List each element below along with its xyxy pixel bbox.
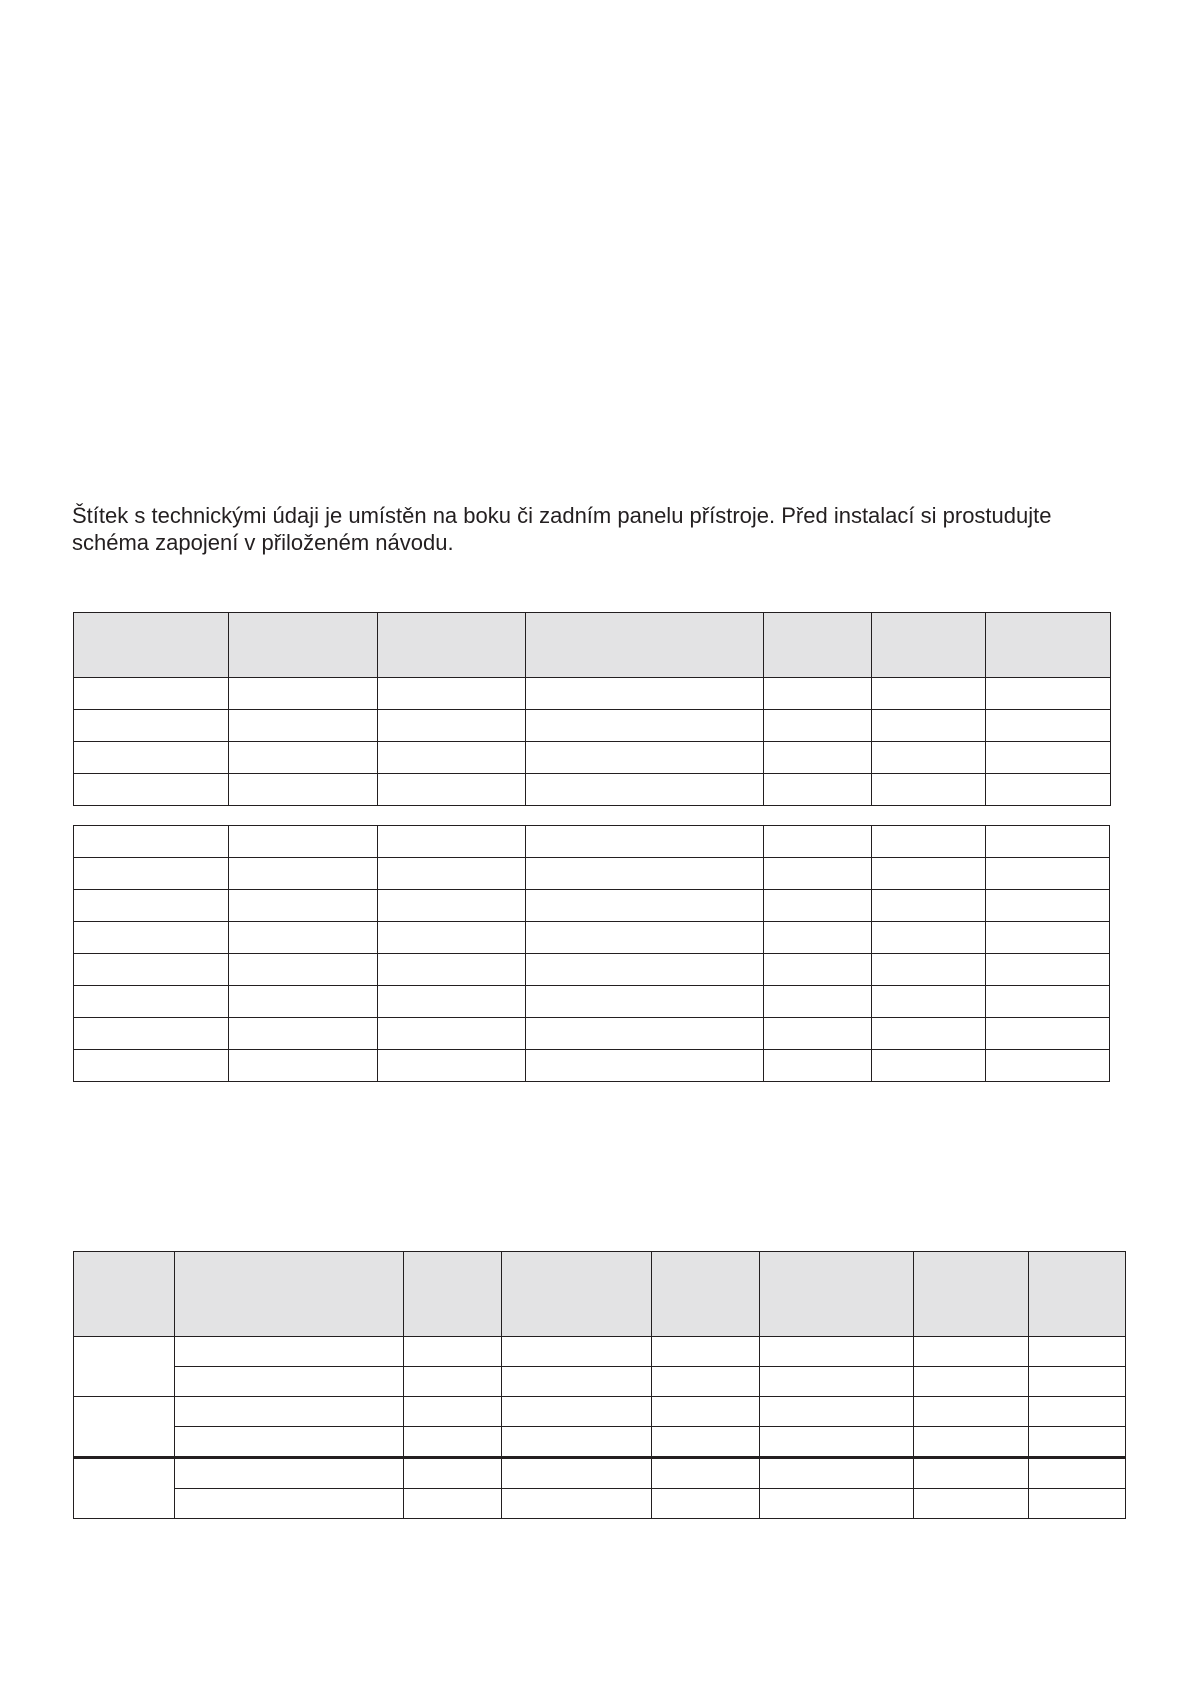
table-cell xyxy=(526,922,763,954)
table-cell xyxy=(526,1018,763,1050)
table-cell xyxy=(871,710,985,742)
table-cell xyxy=(378,922,526,954)
table-row xyxy=(74,954,1110,986)
table-cell xyxy=(404,1427,502,1458)
table-cell xyxy=(378,678,526,710)
table-cell xyxy=(526,826,763,858)
header-cell xyxy=(74,1252,175,1337)
table-cell xyxy=(404,1458,502,1489)
table-cell xyxy=(378,710,526,742)
table-cell xyxy=(229,986,378,1018)
table-header-row xyxy=(74,613,1111,678)
table-cell xyxy=(914,1489,1029,1519)
table-cell xyxy=(1029,1337,1126,1367)
table-cell xyxy=(763,986,871,1018)
table-cell xyxy=(175,1458,404,1489)
table-cell xyxy=(175,1427,404,1458)
table-row xyxy=(74,774,1111,806)
table-cell xyxy=(526,1050,763,1082)
table-row xyxy=(74,1050,1110,1082)
table-cell xyxy=(404,1337,502,1367)
table-cell xyxy=(1029,1458,1126,1489)
header-cell xyxy=(914,1252,1029,1337)
header-cell xyxy=(74,613,229,678)
table-cell xyxy=(404,1367,502,1397)
table-cell xyxy=(760,1489,914,1519)
table-row xyxy=(74,1458,1126,1489)
table-cell xyxy=(229,890,378,922)
table-row xyxy=(74,1397,1126,1427)
table-cell xyxy=(74,742,229,774)
table-cell xyxy=(378,954,526,986)
table-cell xyxy=(871,774,985,806)
table-row xyxy=(74,1018,1110,1050)
table-row xyxy=(74,890,1110,922)
header-cell xyxy=(502,1252,652,1337)
table-cell xyxy=(763,826,871,858)
table-cell xyxy=(526,858,763,890)
table-cell xyxy=(378,774,526,806)
table-cell xyxy=(985,1018,1109,1050)
table-cell xyxy=(229,826,378,858)
table-cell xyxy=(378,826,526,858)
table-cell xyxy=(871,742,985,774)
table-cell xyxy=(914,1397,1029,1427)
table-cell xyxy=(914,1337,1029,1367)
table-cell xyxy=(229,954,378,986)
table-cell xyxy=(871,826,985,858)
table-cell xyxy=(378,858,526,890)
table-cell xyxy=(526,986,763,1018)
table-cell xyxy=(871,890,985,922)
table-cell xyxy=(914,1367,1029,1397)
table-row xyxy=(74,710,1111,742)
table-cell xyxy=(378,1018,526,1050)
table-cell xyxy=(985,742,1110,774)
table-row xyxy=(74,1337,1126,1367)
table-cell xyxy=(760,1337,914,1367)
table-cell xyxy=(74,922,229,954)
table-cell xyxy=(74,858,229,890)
table-cell xyxy=(871,1018,985,1050)
table-cell xyxy=(760,1458,914,1489)
table-cell xyxy=(1029,1367,1126,1397)
table-cell xyxy=(763,710,871,742)
table-cell xyxy=(760,1427,914,1458)
header-cell xyxy=(763,613,871,678)
table-cell xyxy=(652,1367,760,1397)
header-cell xyxy=(378,613,526,678)
group-cell xyxy=(74,1397,175,1458)
table-cell xyxy=(1029,1427,1126,1458)
header-cell xyxy=(404,1252,502,1337)
table-cell xyxy=(526,742,763,774)
table-row xyxy=(74,858,1110,890)
table-row xyxy=(74,826,1110,858)
table-cell xyxy=(378,1050,526,1082)
table-row xyxy=(74,986,1110,1018)
table-cell xyxy=(526,774,763,806)
table-cell xyxy=(652,1397,760,1427)
table-cell xyxy=(652,1337,760,1367)
intro-line-1: Štítek s technickými údaji je umístěn na boku či zadním panelu přístroje. Před instalací si prostudujte xyxy=(72,503,1052,528)
table-cell xyxy=(763,858,871,890)
group-cell xyxy=(74,1337,175,1397)
intro-line-2: schéma zapojení v přiloženém návodu. xyxy=(72,530,454,555)
table-cell xyxy=(763,678,871,710)
table-cell xyxy=(1029,1489,1126,1519)
table-cell xyxy=(652,1427,760,1458)
table-cell xyxy=(229,858,378,890)
table-cell xyxy=(985,890,1109,922)
table-cell xyxy=(502,1458,652,1489)
table-cell xyxy=(763,774,871,806)
table-cell xyxy=(985,774,1110,806)
table-row xyxy=(74,678,1111,710)
table-cell xyxy=(871,858,985,890)
table-cell xyxy=(229,1050,378,1082)
table-cell xyxy=(985,986,1109,1018)
table-cell xyxy=(763,890,871,922)
table-cell xyxy=(74,1018,229,1050)
table-cell xyxy=(74,826,229,858)
table-cell xyxy=(229,678,378,710)
table-cell xyxy=(871,954,985,986)
table-row xyxy=(74,742,1111,774)
table-cell xyxy=(914,1427,1029,1458)
specs-table-continued xyxy=(73,825,1110,1082)
table-cell xyxy=(526,954,763,986)
table-cell xyxy=(74,710,229,742)
table-cell xyxy=(229,1018,378,1050)
table-cell xyxy=(914,1458,1029,1489)
table-cell xyxy=(378,890,526,922)
table-cell xyxy=(175,1367,404,1397)
table-cell xyxy=(378,742,526,774)
table-cell xyxy=(871,922,985,954)
intro-paragraph xyxy=(72,502,1132,556)
table-cell xyxy=(404,1397,502,1427)
table-cell xyxy=(74,678,229,710)
table-cell xyxy=(871,986,985,1018)
table-cell xyxy=(652,1489,760,1519)
table-cell xyxy=(175,1337,404,1367)
table-cell xyxy=(763,922,871,954)
table-cell xyxy=(502,1489,652,1519)
table-cell xyxy=(760,1367,914,1397)
table-cell xyxy=(502,1337,652,1367)
table-cell xyxy=(74,954,229,986)
table-cell xyxy=(229,710,378,742)
table-cell xyxy=(175,1397,404,1427)
header-cell xyxy=(652,1252,760,1337)
table-cell xyxy=(763,1018,871,1050)
table-row xyxy=(74,1427,1126,1458)
table-cell xyxy=(502,1397,652,1427)
wiring-table xyxy=(73,1251,1126,1519)
table-cell xyxy=(74,890,229,922)
table-cell xyxy=(526,890,763,922)
table-cell xyxy=(526,710,763,742)
table-cell xyxy=(871,1050,985,1082)
header-cell xyxy=(1029,1252,1126,1337)
table-header-row xyxy=(74,1252,1126,1337)
table-cell xyxy=(985,858,1109,890)
table-cell xyxy=(229,742,378,774)
table-cell xyxy=(985,826,1109,858)
table-cell xyxy=(74,1050,229,1082)
table-cell xyxy=(985,678,1110,710)
header-cell xyxy=(985,613,1110,678)
table-cell xyxy=(763,1050,871,1082)
table-cell xyxy=(502,1427,652,1458)
table-cell xyxy=(175,1489,404,1519)
header-cell xyxy=(871,613,985,678)
table-cell xyxy=(871,678,985,710)
table-cell xyxy=(74,986,229,1018)
header-cell xyxy=(526,613,763,678)
table-cell xyxy=(526,678,763,710)
table-row xyxy=(74,1367,1126,1397)
specs-table-top xyxy=(73,612,1111,806)
table-cell xyxy=(1029,1397,1126,1427)
table-row xyxy=(74,922,1110,954)
table-cell xyxy=(985,954,1109,986)
table-cell xyxy=(760,1397,914,1427)
table-cell xyxy=(229,922,378,954)
table-cell xyxy=(502,1367,652,1397)
table-cell xyxy=(763,954,871,986)
group-cell xyxy=(74,1458,175,1519)
header-cell xyxy=(760,1252,914,1337)
table-cell xyxy=(229,774,378,806)
table-cell xyxy=(378,986,526,1018)
table-cell xyxy=(985,710,1110,742)
table-cell xyxy=(985,1050,1109,1082)
header-cell xyxy=(229,613,378,678)
table-row xyxy=(74,1489,1126,1519)
table-cell xyxy=(404,1489,502,1519)
table-cell xyxy=(74,774,229,806)
header-cell xyxy=(175,1252,404,1337)
table-cell xyxy=(652,1458,760,1489)
table-cell xyxy=(985,922,1109,954)
table-cell xyxy=(763,742,871,774)
